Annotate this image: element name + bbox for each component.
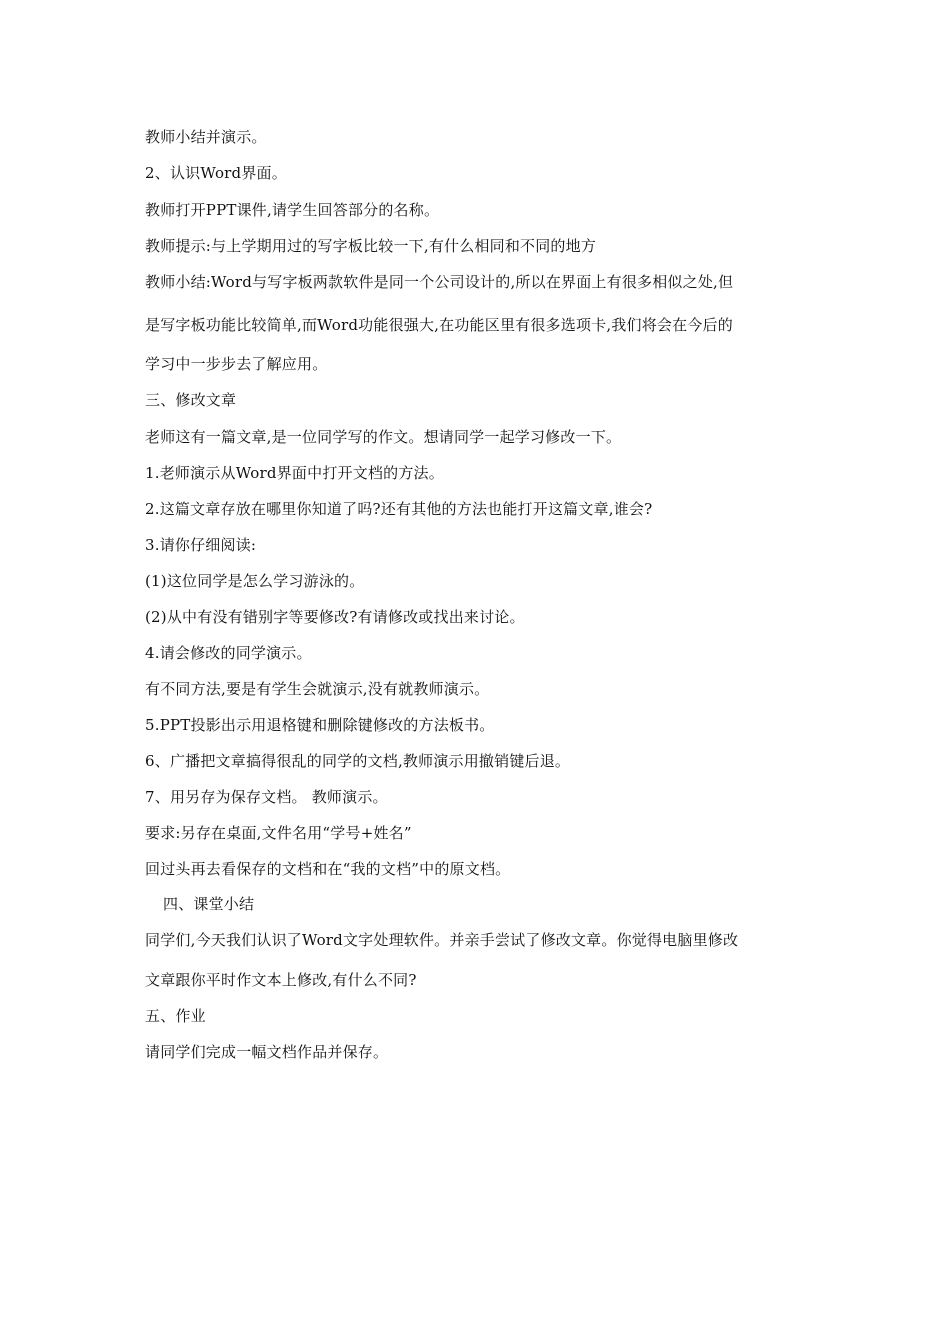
- paragraph-line: 文章跟你平时作文本上修改,有什么不同?: [145, 971, 417, 989]
- paragraph-line: 1.老师演示从Word界面中打开文档的方法。: [145, 464, 444, 482]
- paragraph-line: 学习中一步步去了解应用。: [145, 355, 328, 373]
- paragraph-line: 教师小结:Word与写字板两款软件是同一个公司设计的,所以在界面上有很多相似之处,但: [145, 273, 734, 291]
- paragraph-line: (1)这位同学是怎么学习游泳的。: [145, 572, 365, 590]
- paragraph-line: 6、广播把文章搞得很乱的同学的文档,教师演示用撤销键后退。: [145, 752, 571, 770]
- paragraph-line: (2)从中有没有错别字等要修改?有请修改或找出来讨论。: [145, 608, 525, 626]
- section-heading: 五、作业: [145, 1007, 206, 1025]
- paragraph-line: 教师小结并演示。: [145, 128, 267, 146]
- paragraph-line: 请同学们完成一幅文档作品并保存。: [145, 1043, 389, 1061]
- paragraph-line: 是写字板功能比较简单,而Word功能很强大,在功能区里有很多选项卡,我们将会在今后的: [145, 316, 733, 334]
- paragraph-line: 7、用另存为保存文档。 教师演示。: [145, 788, 388, 806]
- paragraph-line: 教师提示:与上学期用过的写字板比较一下,有什么相同和不同的地方: [145, 237, 597, 255]
- paragraph-line: 3.请你仔细阅读:: [145, 536, 257, 554]
- paragraph-line: 教师打开PPT课件,请学生回答部分的名称。: [145, 201, 440, 219]
- paragraph-line: 回过头再去看保存的文档和在“我的文档”中的原文档。: [145, 860, 511, 878]
- paragraph-line: 要求:另存在桌面,文件名用“学号+姓名”: [145, 824, 412, 842]
- paragraph-line: 5.PPT投影出示用退格键和删除键修改的方法板书。: [145, 716, 495, 734]
- section-heading: 四、课堂小结: [163, 895, 255, 913]
- paragraph-line: 2.这篇文章存放在哪里你知道了吗?还有其他的方法也能打开这篇文章,谁会?: [145, 500, 653, 518]
- section-heading: 三、修改文章: [145, 391, 237, 409]
- paragraph-line: 2、认识Word界面。: [145, 164, 287, 182]
- paragraph-line: 老师这有一篇文章,是一位同学写的作文。想请同学一起学习修改一下。: [145, 428, 622, 446]
- paragraph-line: 有不同方法,要是有学生会就演示,没有就教师演示。: [145, 680, 490, 698]
- paragraph-line: 同学们,今天我们认识了Word文字处理软件。并亲手尝试了修改文章。你觉得电脑里修改: [145, 931, 739, 949]
- paragraph-line: 4.请会修改的同学演示。: [145, 644, 312, 662]
